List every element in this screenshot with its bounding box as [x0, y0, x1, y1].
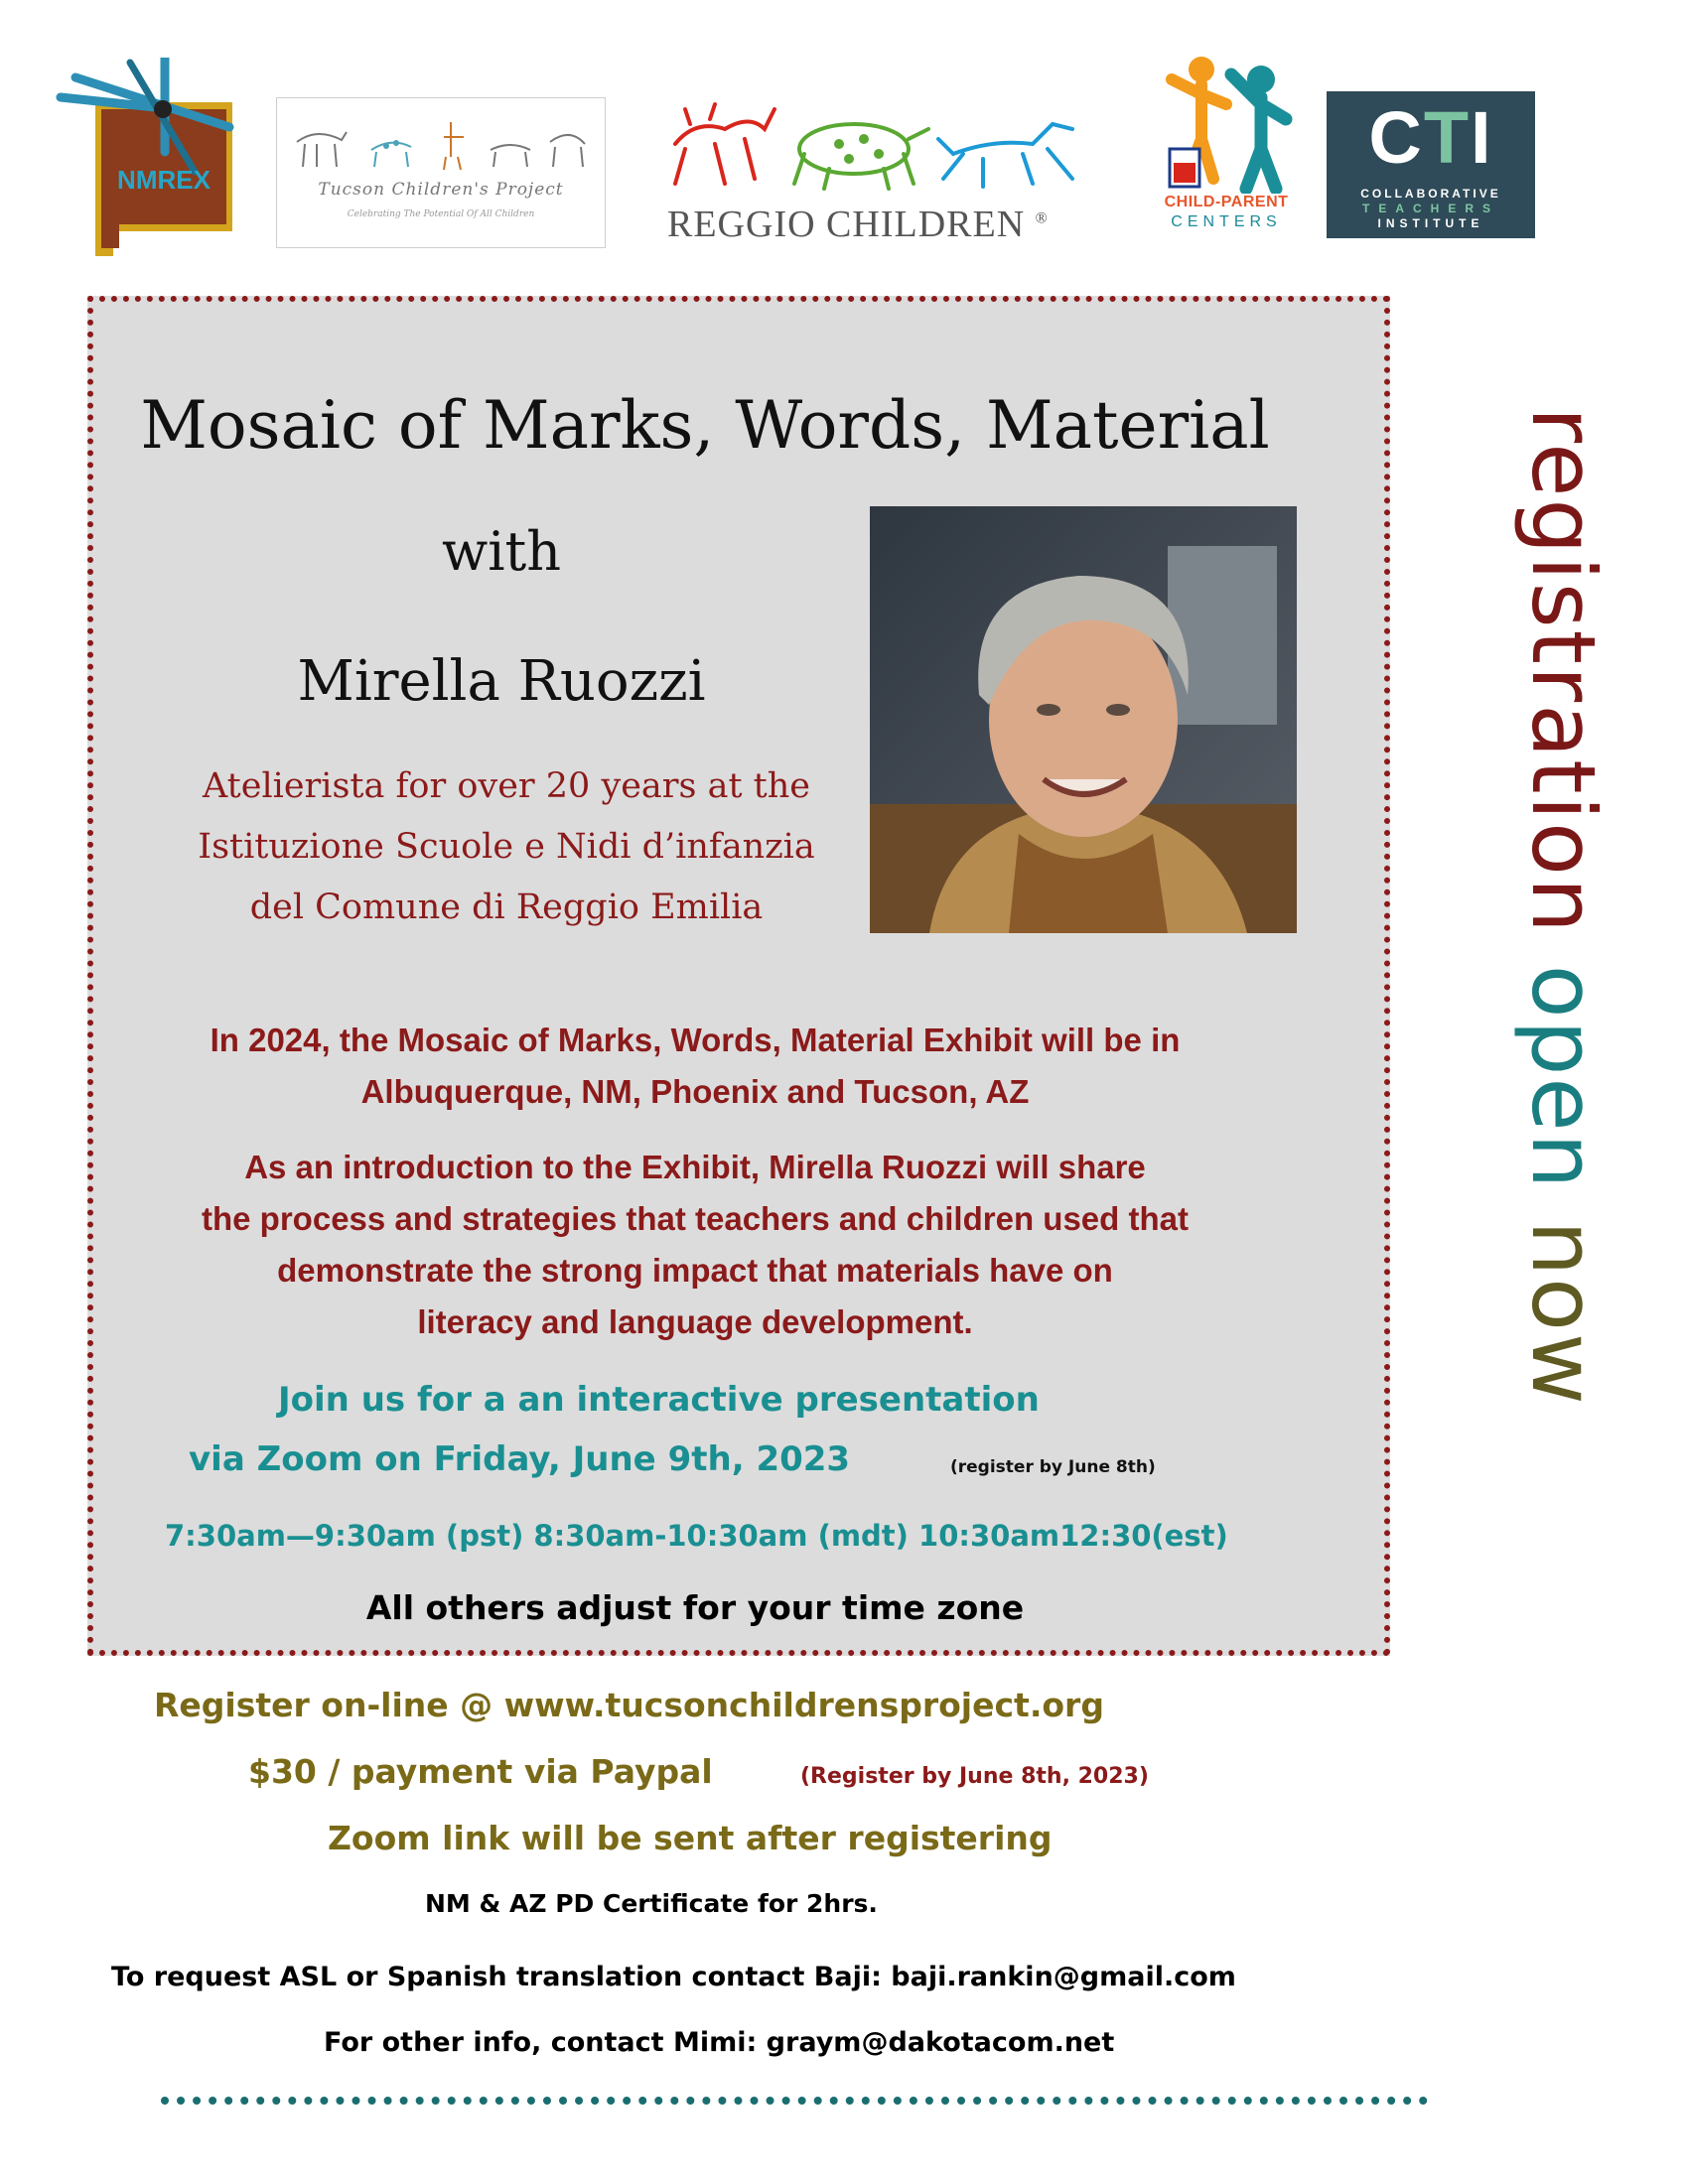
banner-word-open: open: [1512, 964, 1615, 1191]
speaker-photo: [870, 506, 1297, 933]
children-figures-icon: [1152, 50, 1301, 194]
registration-open-banner: [1512, 407, 1615, 1407]
nmrex-label: NMREX: [117, 165, 211, 195]
other-info-label: For other info, contact Mimi:: [324, 2027, 767, 2058]
session-times: 7:30am—9:30am (pst) 8:30am-10:30am (mdt) 10:30am12:30(est): [165, 1519, 1228, 1553]
exhibit-info: [99, 1015, 1291, 1118]
reggio-children-name: REGGIO CHILDREN ®: [667, 204, 1049, 245]
other-info-contact: [324, 2027, 1114, 2058]
timezone-note: All others adjust for your time zone: [365, 1588, 1025, 1627]
reggio-animals-icon: [655, 99, 1112, 199]
exhibit-line: In 2024, the Mosaic of Marks, Words, Material Exhibit will be in: [210, 1022, 1181, 1058]
join-date-line: via Zoom on Friday, June 9th, 2023: [189, 1439, 851, 1479]
join-line: Join us for a an interactive presentation: [278, 1380, 1040, 1420]
speaker-bio-line: Atelierista for over 20 years at the: [203, 766, 810, 806]
banner-word-now: now: [1512, 1220, 1615, 1407]
intro-line: literacy and language development.: [417, 1303, 973, 1340]
payment-deadline-note: (Register by June 8th, 2023): [800, 1764, 1149, 1789]
cti-line2: TEACHERS: [1361, 202, 1499, 215]
cti-logo: [1327, 91, 1535, 238]
register-url-link[interactable]: www.tucsonchildrensproject.org: [503, 1686, 1104, 1724]
with-label: with: [442, 520, 561, 583]
payment-line: $30 / payment via Paypal: [248, 1752, 713, 1791]
zoom-link-note: Zoom link will be sent after registering: [328, 1819, 1053, 1857]
cpc-line2: CENTERS: [1171, 213, 1282, 230]
translation-contact-label: To request ASL or Spanish translation contact Baji:: [111, 1962, 892, 1992]
register-online-label: Register on-line @: [154, 1686, 504, 1724]
animal-drawings-icon: [287, 112, 595, 174]
translation-contact: [111, 1962, 1236, 1992]
tcp-tagline: Celebrating The Potential Of All Children: [347, 209, 535, 219]
introduction-text: [99, 1142, 1291, 1348]
tcp-name: Tucson Children's Project: [318, 180, 564, 200]
cti-letters: CTI: [1368, 96, 1493, 179]
baji-email-link[interactable]: baji.rankin@gmail.com: [891, 1962, 1236, 1992]
cpc-line1: CHILD-PARENT: [1164, 194, 1289, 210]
cti-line3: INSTITUTE: [1377, 216, 1484, 230]
dotted-divider: [161, 2097, 1428, 2105]
certificate-note: NM & AZ PD Certificate for 2hrs.: [425, 1889, 878, 1918]
cti-line1: COLLABORATIVE: [1360, 187, 1501, 201]
child-parent-centers-logo: [1152, 50, 1301, 248]
speaker-bio-line: del Comune di Reggio Emilia: [249, 887, 764, 927]
speaker-bio-line: Istituzione Scuole e Nidi d’infanzia: [198, 827, 815, 867]
reggio-children-logo: [655, 99, 1112, 248]
tucson-childrens-project-logo: [276, 97, 606, 248]
banner-word-registration: registration: [1512, 407, 1615, 935]
intro-line: As an introduction to the Exhibit, Mirella Ruozzi will share: [244, 1149, 1146, 1185]
mimi-email-link[interactable]: graym@dakotacom.net: [766, 2027, 1115, 2058]
speaker-name: Mirella Ruozzi: [297, 649, 706, 714]
event-title: Mosaic of Marks, Words, Material: [140, 387, 1270, 464]
exhibit-line: Albuquerque, NM, Phoenix and Tucson, AZ: [360, 1073, 1030, 1110]
register-deadline-note: (register by June 8th): [950, 1457, 1156, 1477]
register-online-line: [154, 1686, 1104, 1724]
intro-line: the process and strategies that teachers and children used that: [202, 1200, 1189, 1237]
intro-line: demonstrate the strong impact that materials have on: [277, 1252, 1113, 1289]
nmrex-logo: [56, 58, 244, 256]
